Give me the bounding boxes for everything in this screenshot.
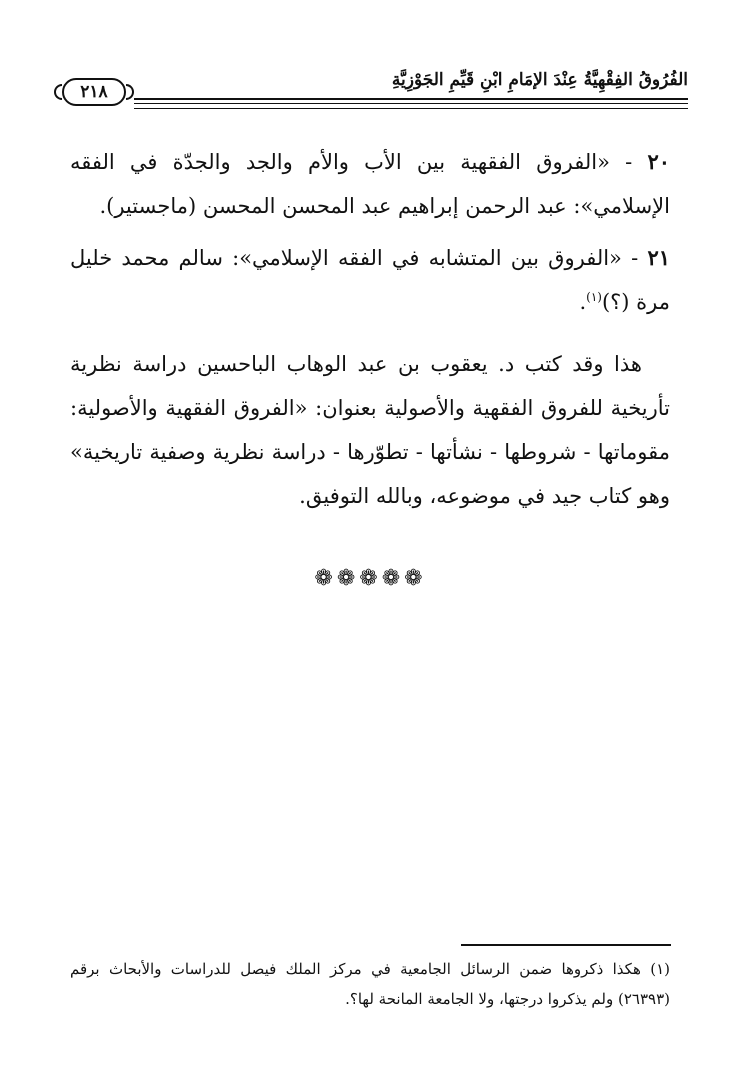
footnote — [70, 954, 670, 1014]
entry-text: «الفروق بين المتشابه في الفقه الإسلامي»: سالم محمد خليل مرة (؟) — [70, 246, 670, 314]
page-header — [62, 68, 688, 118]
footnote-reference[interactable]: (١) — [586, 290, 602, 304]
entry-text: «الفروق الفقهية بين الأب والأم والجد والجدّة في الفقه الإسلامي»: عبد الرحمن إبراهيم عبد المحسن المحسن (ماجستير). — [70, 150, 670, 218]
main-content — [70, 140, 670, 518]
footnote-divider — [461, 944, 671, 946]
page-number-badge — [62, 78, 126, 106]
running-title: الفُرُوقُ الفِقْهِيَّةُ عِنْدَ الإمَامِ ابْنِ قَيِّمِ الجَوْزِيَّةِ — [391, 70, 688, 90]
footnote-text: هكذا ذكروها ضمن الرسائل الجامعية في مركز الملك فيصل للدراسات والأبحاث برقم (٢٦٣٩٣) ولم يذكروا درجتها، ولا الجامعة المانحة لها؟. — [70, 960, 670, 1008]
entry-number: ٢١ — [647, 245, 670, 270]
page-number: ٢١٨ — [80, 82, 108, 102]
list-item: ٢٠ - «الفروق الفقهية بين الأب والأم والجد والجدّة في الفقه الإسلامي»: عبد الرحمن إبراهيم عبد المحسن المحسن (ماجستير). — [70, 149, 670, 218]
header-rule — [134, 103, 688, 104]
section-ornament-icon: ❁❁❁❁❁ — [314, 566, 427, 591]
entry-end: . — [579, 290, 587, 314]
entry-number: ٢٠ — [647, 149, 670, 174]
body-paragraph: هذا وقد كتب د. يعقوب بن عبد الوهاب الباحسين دراسة نظرية تأريخية للفروق الفقهية والأصولية بعنوان: «الفروق الفقهية والأصولية: مقوماتها - شروطها - نشأتها - تطوّرها - دراسة نظرية وصفية تاريخية» وهو كتاب جيد في موضوعه، وبالله التوفيق. — [70, 352, 670, 508]
header-rule — [134, 98, 688, 100]
list-item: ٢١ - «الفروق بين المتشابه في الفقه الإسلامي»: سالم محمد خليل مرة (؟)$^{(١)}$. — [70, 245, 670, 314]
header-rule — [134, 108, 688, 109]
footnote-marker: (١) — [650, 960, 670, 978]
